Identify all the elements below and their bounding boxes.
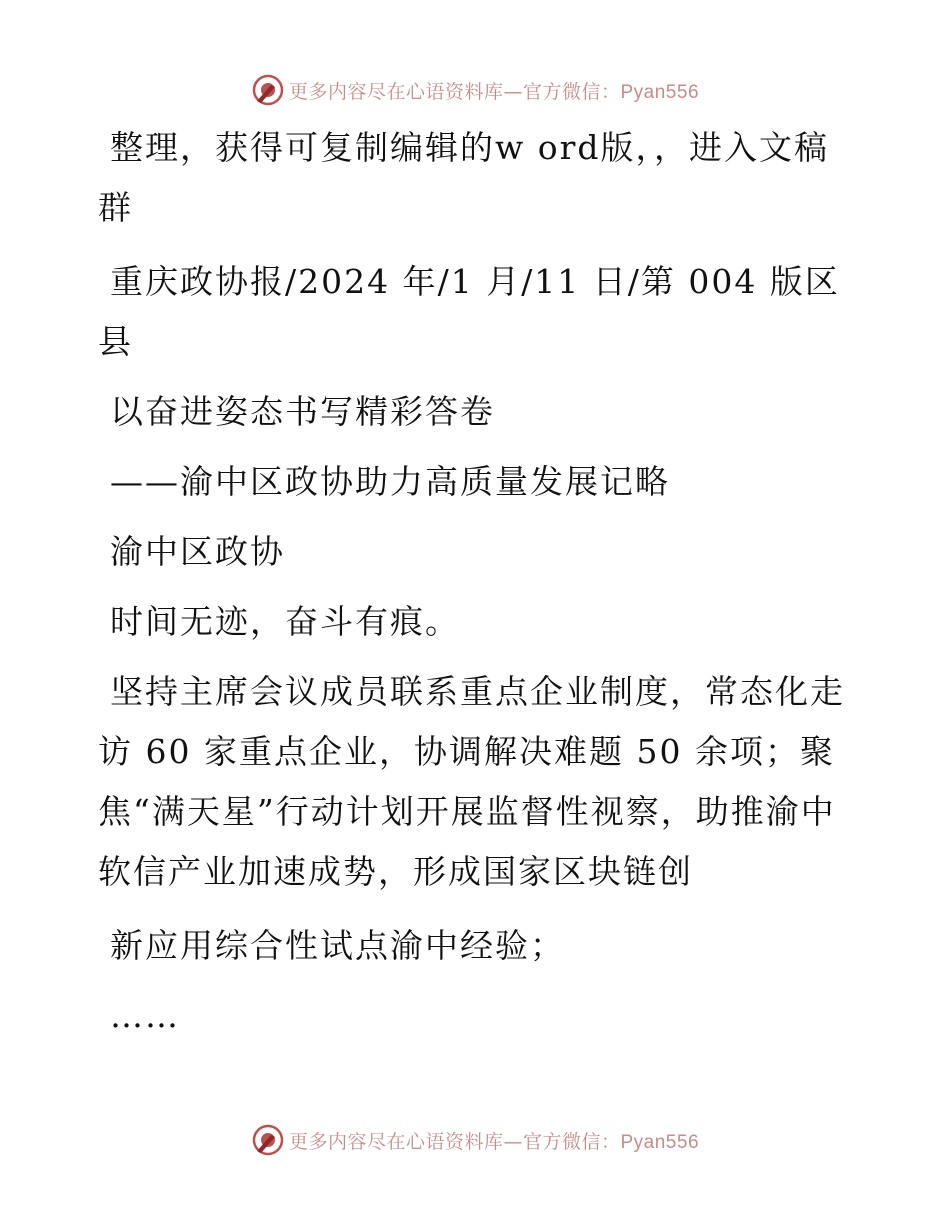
paragraph-continued: 新应用综合性试点渝中经验； bbox=[110, 926, 565, 965]
watermark-dash: — bbox=[503, 80, 523, 103]
brand-logo-icon bbox=[251, 73, 285, 107]
header-watermark bbox=[0, 70, 950, 110]
watermark-wechat-id: Pyan556 bbox=[620, 1131, 700, 1153]
document-body bbox=[98, 118, 858, 1060]
watermark-wechat-label: 官方微信： bbox=[522, 1130, 621, 1153]
watermark-dash: — bbox=[503, 1130, 523, 1153]
paragraph-source: 重庆政协报/2024 年/1 月/11 日/第 004 版区县 bbox=[98, 262, 840, 361]
paragraph-intro: 整理，获得可复制编辑的w ord版，，进入文稿群 bbox=[98, 128, 830, 227]
watermark-site: 更多内容尽在心语资料库 bbox=[288, 80, 504, 103]
watermark-site: 更多内容尽在心语资料库 bbox=[288, 1130, 504, 1153]
paragraph-lead: 时间无迹，奋斗有痕。 bbox=[110, 602, 460, 641]
watermark-wechat-label: 官方微信： bbox=[522, 80, 621, 103]
brand-logo-icon bbox=[251, 1123, 285, 1157]
paragraph-body: 坚持主席会议成员联系重点企业制度，常态化走访 60 家重点企业，协调解决难题 50 余项；聚焦“满天星”行动计划开展监督性视察，助推渝中软信产业加速成势，形成国家区块链创 bbox=[98, 672, 845, 891]
watermark-wechat-id: Pyan556 bbox=[620, 81, 700, 103]
article-title: 以奋进姿态书写精彩答卷 bbox=[110, 392, 495, 431]
footer-watermark bbox=[0, 1120, 950, 1160]
paragraph-ellipsis: …… bbox=[110, 996, 180, 1035]
article-author: 渝中区政协 bbox=[110, 532, 285, 571]
article-subtitle: ——渝中区政协助力高质量发展记略 bbox=[110, 462, 670, 501]
